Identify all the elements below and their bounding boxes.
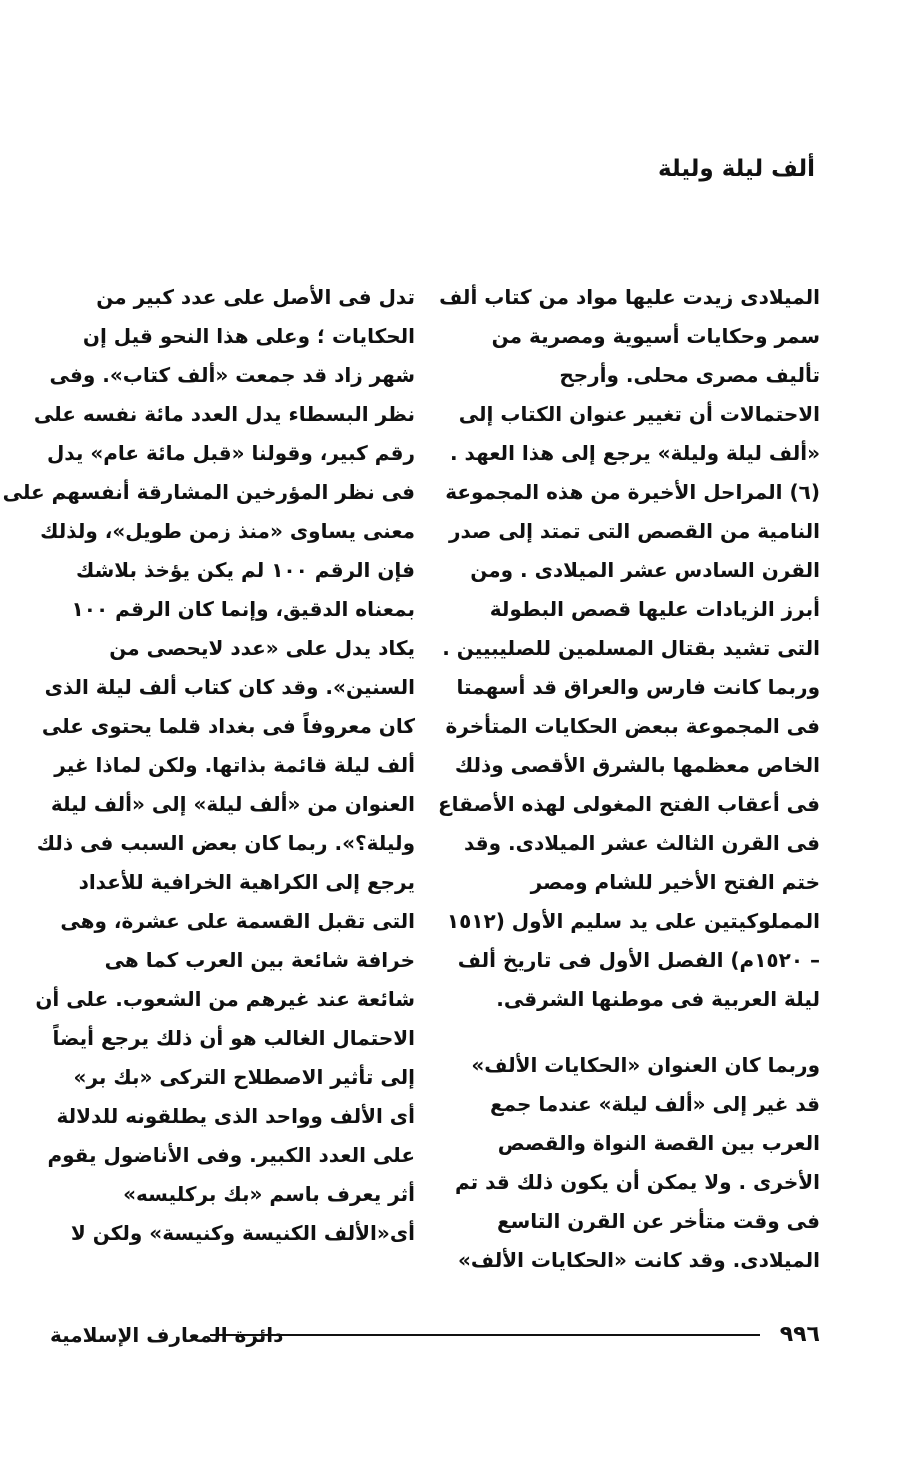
text-line: ألف ليلة قائمة بذاتها. ولكن لماذا غير bbox=[54, 753, 415, 777]
text-line: (٦) المراحل الأخيرة من هذه المجموعة bbox=[445, 480, 820, 504]
text-line: فى القرن الثالث عشر الميلادى. وقد bbox=[464, 831, 820, 855]
text-line: يرجع إلى الكراهية الخرافية للأعداد bbox=[78, 870, 415, 894]
text-line: معنى يساوى «منذ زمن طويل»، ولذلك bbox=[40, 519, 415, 543]
text-line: تدل فى الأصل على عدد كبير من bbox=[96, 285, 415, 309]
publication-title: دائرة المعارف الإسلامية bbox=[50, 1323, 284, 1347]
text-line: فإن الرقم ١٠٠ لم يكن يؤخذ بلاشك bbox=[76, 558, 415, 582]
text-line: فى نظر المؤرخين المشارقة أنفسهم على bbox=[2, 480, 415, 504]
left-text-column bbox=[2, 278, 415, 1253]
text-line: قد غير إلى «ألف ليلة» عندما جمع bbox=[489, 1092, 820, 1116]
text-line: الاحتمال الغالب هو أن ذلك يرجع أيضاً bbox=[52, 1026, 415, 1050]
text-line: الاحتمالات أن تغيير عنوان الكتاب إلى bbox=[458, 402, 820, 426]
text-line: على العدد الكبير. وفى الأناضول يقوم bbox=[47, 1143, 415, 1167]
text-line: وليلة؟». ربما كان بعض السبب فى ذلك bbox=[36, 831, 415, 855]
text-line: وربما كان العنوان «الحكايات الألف» bbox=[471, 1053, 820, 1077]
text-line: الميلادى زيدت عليها مواد من كتاب ألف bbox=[439, 285, 820, 309]
text-line: وربما كانت فارس والعراق قد أسهمتا bbox=[456, 675, 820, 699]
text-line: العنوان من «ألف ليلة» إلى «ألف ليلة bbox=[50, 792, 415, 816]
footer-divider bbox=[210, 1334, 760, 1336]
text-line: القرن السادس عشر الميلادى . ومن bbox=[470, 558, 820, 582]
text-line: إلى تأثير الاصطلاح التركى «بك بر» bbox=[73, 1065, 415, 1089]
text-line: النامية من القصص التى تمتد إلى صدر bbox=[448, 519, 820, 543]
page-number: ٩٩٦ bbox=[779, 1322, 820, 1347]
page-footer bbox=[50, 1318, 820, 1352]
text-line: أى الألف وواحد الذى يطلقونه للدلالة bbox=[56, 1104, 415, 1128]
paragraph-gap bbox=[465, 1019, 820, 1046]
text-line: ليلة العربية فى موطنها الشرقى. bbox=[496, 987, 820, 1011]
text-line: فى وقت متأخر عن القرن التاسع bbox=[496, 1209, 820, 1233]
text-line: الأخرى . ولا يمكن أن يكون ذلك قد تم bbox=[454, 1170, 820, 1194]
text-line: أى«الألف الكنيسة وكنيسة» ولكن لا bbox=[70, 1221, 415, 1245]
text-line: فى أعقاب الفتح المغولى لهذه الأصقاع bbox=[437, 792, 820, 816]
text-line: التى تشيد بقتال المسلمين للصليبيين . bbox=[442, 636, 820, 660]
text-line: شهر زاد قد جمعت «ألف كتاب». وفى bbox=[49, 363, 415, 387]
right-text-column bbox=[437, 278, 820, 1280]
text-line: سمر وحكايات أسيوية ومصرية من bbox=[491, 324, 820, 348]
text-line: السنين». وقد كان كتاب ألف ليلة الذى bbox=[44, 675, 415, 699]
text-line: أبرز الزيادات عليها قصص البطولة bbox=[489, 597, 820, 621]
text-line: خرافة شائعة بين العرب كما هى bbox=[104, 948, 415, 972]
text-line: نظر البسطاء يدل العدد مائة نفسه على bbox=[33, 402, 415, 426]
text-line: فى المجموعة ببعض الحكايات المتأخرة bbox=[445, 714, 820, 738]
text-line: كان معروفاً فى بغداد قلما يحتوى على bbox=[41, 714, 415, 738]
text-line: يكاد يدل على «عدد لايحصى من bbox=[109, 636, 415, 660]
text-line: المملوكيتين على يد سليم الأول (١٥١٢ bbox=[446, 909, 820, 933]
text-line: شائعة عند غيرهم من الشعوب. على أن bbox=[35, 987, 415, 1011]
text-line: «ألف ليلة وليلة» يرجع إلى هذا العهد . bbox=[449, 441, 820, 465]
text-line: التى تقبل القسمة على عشرة، وهى bbox=[60, 909, 415, 933]
text-line: أثر يعرف باسم «بك بركليسه» bbox=[123, 1182, 415, 1206]
text-line: الحكايات ؛ وعلى هذا النحو قيل إن bbox=[82, 324, 415, 348]
text-line: – ١٥٢٠م) الفصل الأول فى تاريخ ألف bbox=[457, 948, 820, 972]
text-line: رقم كبير، وقولنا «قبل مائة عام» يدل bbox=[46, 441, 415, 465]
text-line: الميلادى. وقد كانت «الحكايات الألف» bbox=[457, 1248, 820, 1272]
text-line: الخاص معظمها بالشرق الأقصى وذلك bbox=[454, 753, 820, 777]
text-line: ختم الفتح الأخير للشام ومصر bbox=[530, 870, 820, 894]
running-title: ألف ليلة وليلة bbox=[658, 156, 815, 182]
text-line: بمعناه الدقيق، وإنما كان الرقم ١٠٠ bbox=[71, 597, 415, 621]
text-line: العرب بين القصة النواة والقصص bbox=[497, 1131, 820, 1155]
text-line: تأليف مصرى محلى. وأرجح bbox=[559, 363, 820, 387]
